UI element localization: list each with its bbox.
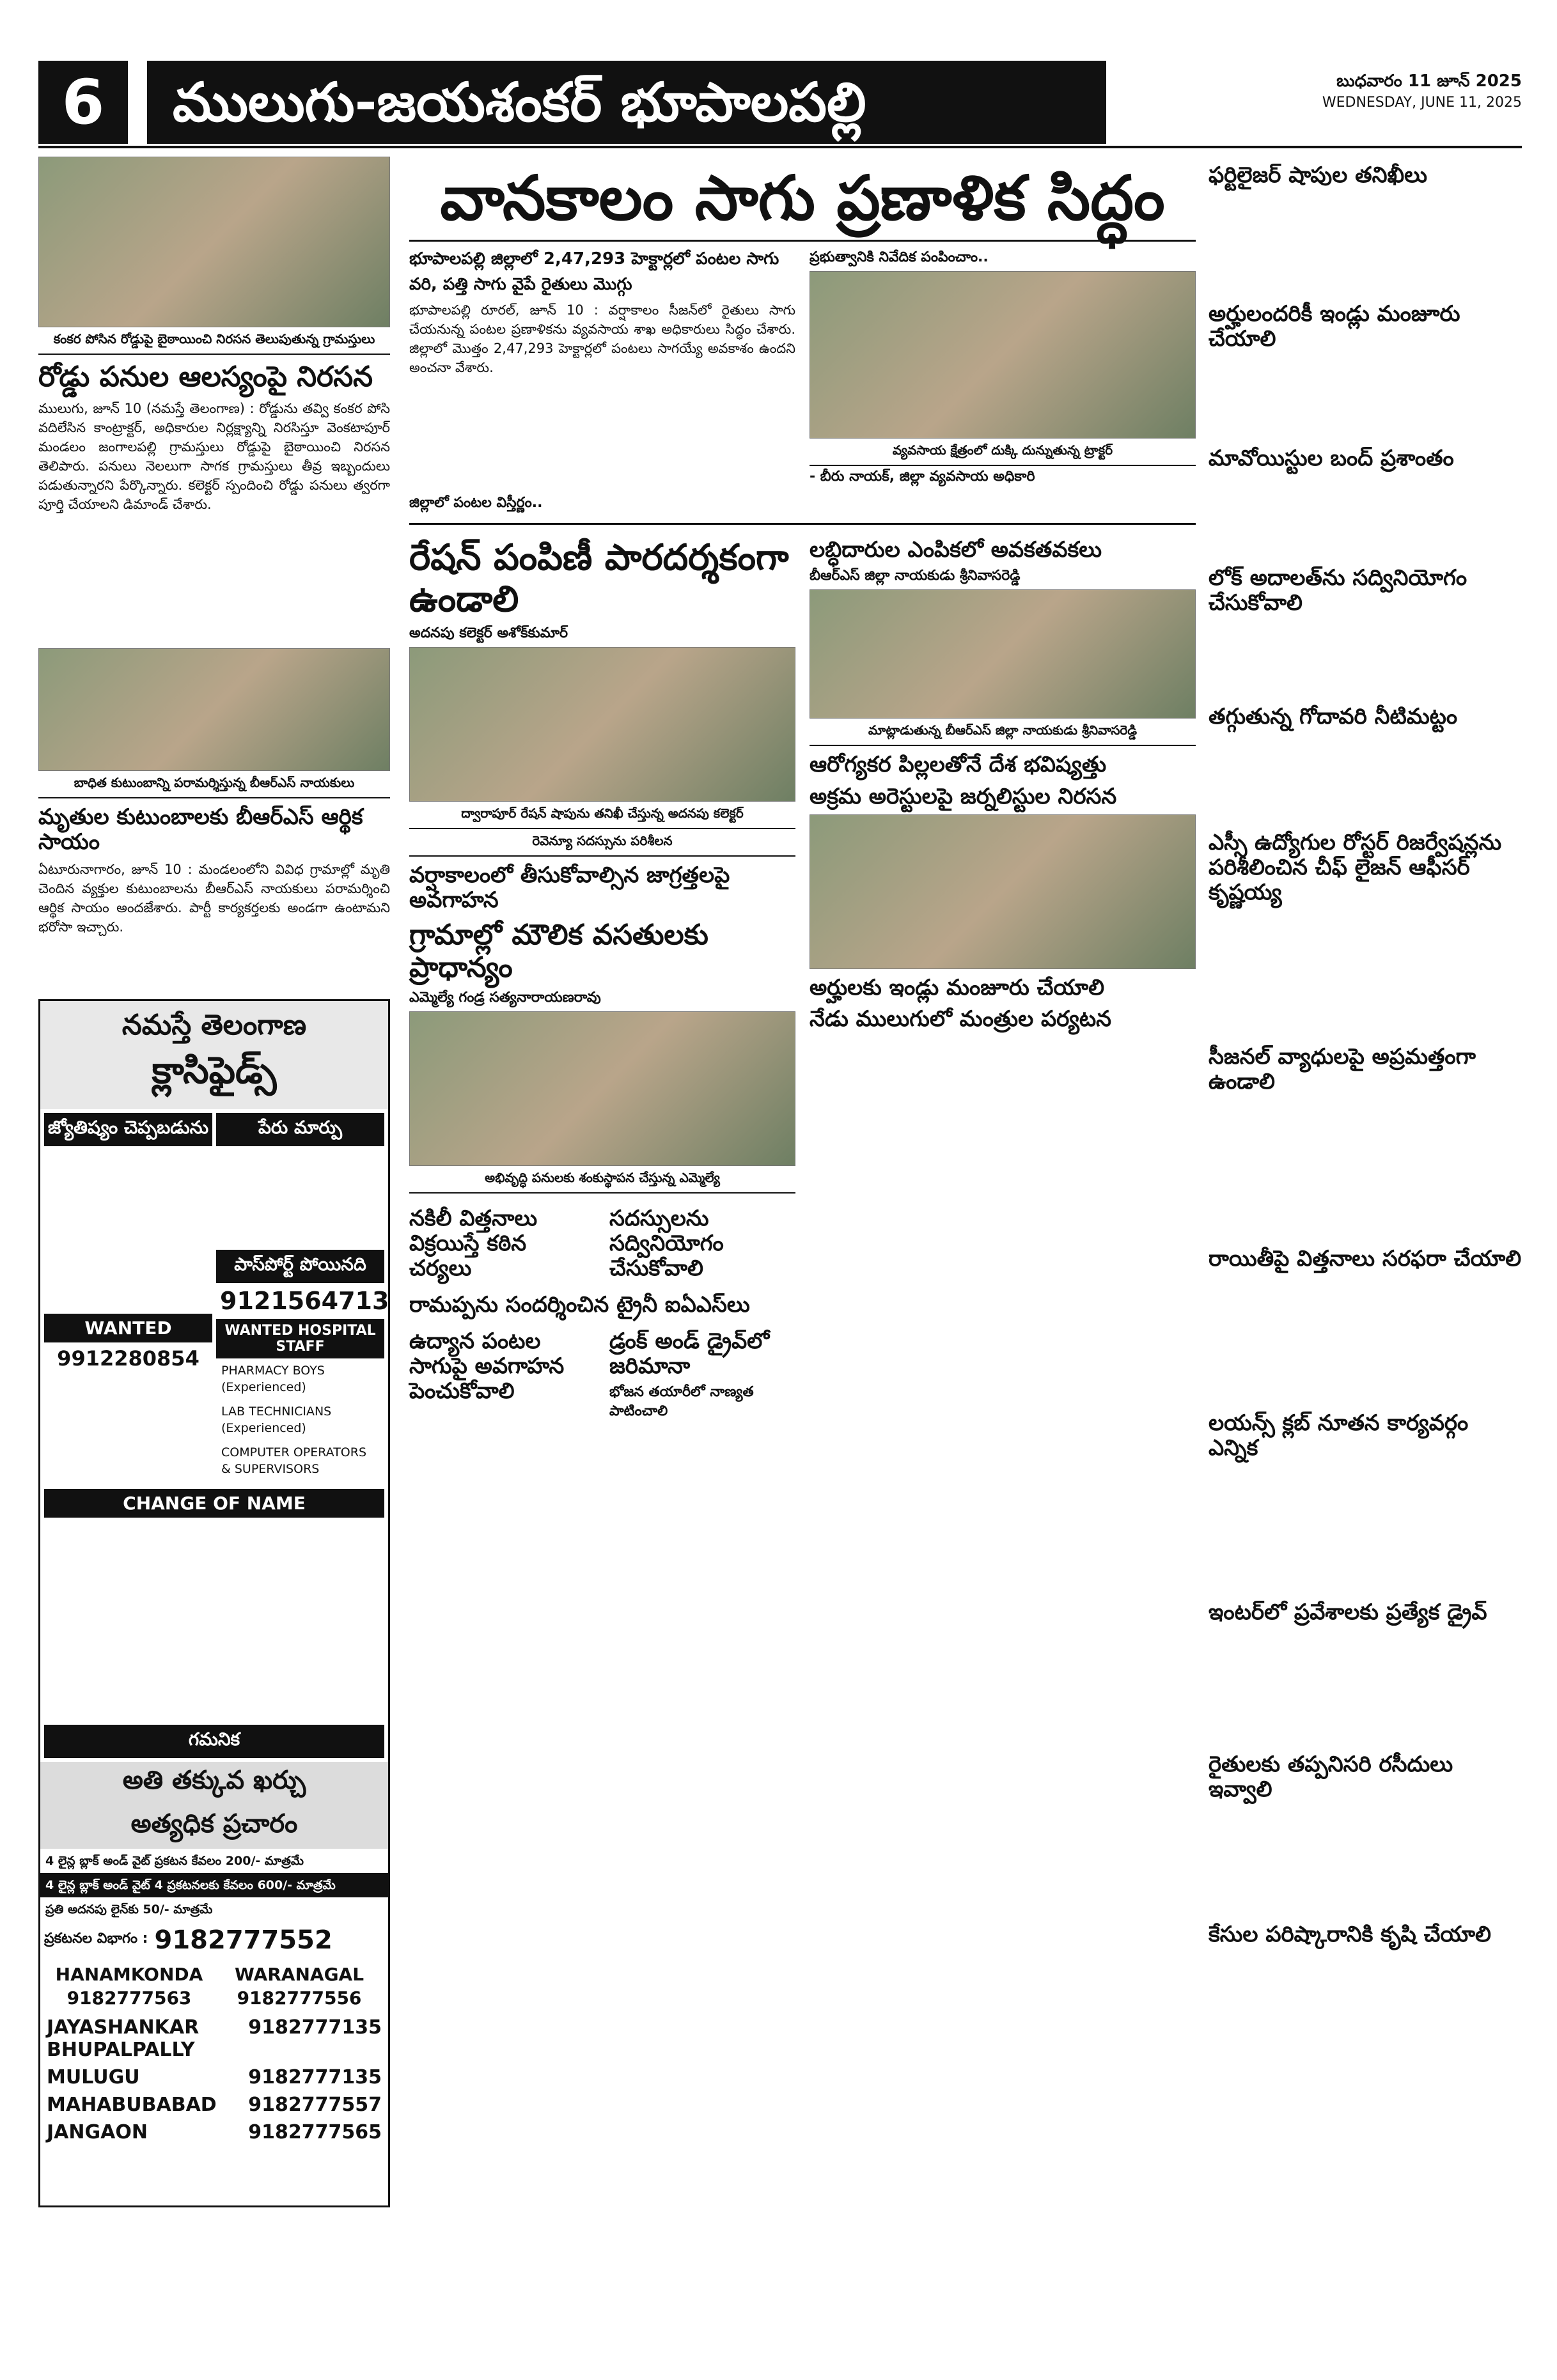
- district-row: [40, 2091, 388, 2119]
- district-name: HANAMKONDA: [55, 1963, 203, 1985]
- district-phone-grid: [40, 1959, 388, 2014]
- photo-caption: అభివృద్ధి పనులకు శంకుస్థాపన చేస్తున్న ఎమ్మెల్యే: [409, 1166, 795, 1194]
- village-photo: [409, 1011, 795, 1166]
- center-column: [409, 157, 1196, 1425]
- ad-text: [44, 1146, 212, 1314]
- ad-section-title: పాస్‌పోర్ట్ పోయినది: [216, 1250, 384, 1283]
- district-phone: 9182777565: [248, 2120, 382, 2143]
- tractor-photo: [810, 271, 1196, 439]
- article-headline: అర్హులకు ఇండ్లు మంజూరు చేయాలి: [810, 974, 1105, 1000]
- article-headline: ఫర్టిలైజర్ షాపుల తనిఖీలు: [1209, 162, 1428, 188]
- lead-bullet: భూపాలపల్లి జిల్లాలో 2,47,293 హెక్టార్లలో పంటల సాగు: [409, 249, 779, 269]
- date-english: WEDNESDAY, JUNE 11, 2025: [1322, 95, 1522, 111]
- district-phone: 9182777135: [248, 2016, 382, 2039]
- district-name: JANGAON: [47, 2120, 148, 2143]
- photo-caption: వ్యవసాయ క్షేత్రంలో దుక్కి దున్నుతున్న ట్రాక్టర్: [810, 439, 1196, 466]
- brs-visit-photo: [38, 648, 390, 771]
- ad-section-title: WANTED HOSPITAL STAFF: [216, 1319, 384, 1358]
- lead-body: భూపాలపల్లి రూరల్, జూన్ 10 : వర్షాకాలం సీజన్‌లో రైతులు సాగు చేయనున్న పంటల ప్రణాళికను వ్యవసాయ శాఖ అధికారులు సిద్ధం చేశారు. జిల్లాలో మొత్తం 2,47,293 హెక్టార్లలో పంటలు సాగయ్యే అవకాశం ఉందని అంచనా వేశారు.: [409, 302, 795, 376]
- article-headline: డ్రంక్ అండ్ డ్రైవ్‌లో జరిమానా: [609, 1328, 770, 1380]
- ad-phone: 9121564713: [220, 1286, 389, 1315]
- date-block: [1266, 70, 1522, 114]
- district-phone: 9182777135: [248, 2065, 382, 2088]
- ad-contact-label: ప్రకటనల విభాగం :: [44, 1930, 148, 1947]
- date-telugu: బుధవారం 11 జూన్ 2025: [1336, 72, 1522, 91]
- article-headline: రామప్పను సందర్శించిన ట్రైనీ ఐఏఎస్‌లు: [409, 1291, 750, 1318]
- ad-section-title: పేరు మార్పు: [216, 1113, 384, 1146]
- masthead: [38, 61, 1522, 147]
- district-row: [40, 2064, 388, 2091]
- article-byline: ఎమ్మెల్యే గండ్ర సత్యనారాయణరావు: [409, 989, 601, 1006]
- classifieds-banner: [40, 1001, 388, 1109]
- hospital-item: COMPUTER OPERATORS & SUPERVISORS: [221, 1445, 367, 1476]
- article-headline: లోక్ అదాలత్‌ను సద్వినియోగం చేసుకోవాలి: [1209, 565, 1467, 616]
- article-body: [1209, 1466, 1522, 1594]
- page-number: 6: [38, 61, 128, 144]
- article-headline: అర్హులందరికీ ఇండ్లు మంజూరు చేయాలి: [1209, 301, 1460, 352]
- ad-brand-sub: క్లాసిఫైడ్స్: [152, 1048, 277, 1092]
- ad-price: 4 లైన్ల బ్లాక్ అండ్ వైట్ 4 ప్రకటనలకు కేవలం 600/- మాత్రమే: [40, 1873, 388, 1897]
- article-body: [1209, 910, 1522, 1038]
- photo-caption: రెవెన్యూ సదస్సును పరిశీలన: [409, 829, 795, 857]
- district-name: MULUGU: [47, 2065, 140, 2088]
- article-headline: రాయితీపై విత్తనాలు సరఫరా చేయాలి: [1209, 1246, 1522, 1272]
- article-headline: సదస్సులను సద్వినియోగం చేసుకోవాలి: [609, 1205, 724, 1281]
- ad-price: ప్రతి అదనపు లైన్‌కు 50/- మాత్రమే: [45, 1902, 213, 1917]
- ad-phone: 9912280854: [57, 1346, 200, 1371]
- ad-slogan: అత్యధిక ప్రచారం: [40, 1805, 388, 1849]
- ad-contact-phone: 9182777552: [154, 1925, 333, 1955]
- article-headline: మృతుల కుటుంబాలకు బీఆర్ఎస్ ఆర్థిక సాయం: [38, 804, 363, 855]
- article-headline: సీజనల్ వ్యాధులపై అప్రమత్తంగా ఉండాలి: [1209, 1043, 1476, 1095]
- article-headline: నకిలీ విత్తనాలు విక్రయిస్తే కఠిన చర్యలు: [409, 1205, 538, 1281]
- article-body: [1209, 1631, 1522, 1746]
- lead-subhead: జిల్లాలో పంటల విస్తీర్ణం..: [409, 495, 543, 511]
- lead-box-signature: - బీరు నాయక్, జిల్లా వ్యవసాయ అధికారి: [810, 469, 1035, 485]
- article-headline: అక్రమ అరెస్టులపై జర్నలిస్టుల నిరసన: [810, 783, 1117, 809]
- article-body: [1209, 621, 1522, 698]
- masthead-rule: [38, 146, 1522, 148]
- photo-caption: కంకర పోసిన రోడ్డుపై బైఠాయించి నిరసన తెలుపుతున్న గ్రామస్తులు: [38, 327, 390, 355]
- article-headline: రైతులకు తప్పనిసరి రసీదులు ఇవ్వాలి: [1209, 1751, 1453, 1802]
- article-headline: రోడ్డు పనుల ఆలస్యంపై నిరసన: [38, 361, 373, 393]
- article-headline: లయన్స్ క్లబ్ నూతన కార్యవర్గం ఎన్నిక: [1209, 1410, 1469, 1461]
- ad-section-title: CHANGE OF NAME: [44, 1489, 384, 1518]
- article-byline: బీఆర్ఎస్ జిల్లా నాయకుడు శ్రీనివాసరెడ్డి: [810, 568, 1021, 584]
- article-headline: లబ్ధిదారుల ఎంపికలో అవకతవకలు: [810, 537, 1102, 563]
- district-name: JAYASHANKAR BHUPALPALLY: [47, 2016, 200, 2061]
- lead-bullet: వరి, పత్తి సాగు వైపే రైతులు మొగ్గు: [409, 275, 632, 295]
- ad-section-title: గమనిక: [44, 1725, 384, 1758]
- article-body: ఏటూరునాగారం, జూన్ 10 : మండలంలోని వివిధ గ్రామాల్లో మృతి చెందిన వ్యక్తుల కుటుంబాలను బీఆర్ఎస్ నాయకులు పరామర్శించి ఆర్థిక సాయం అందజేశారు. పార్టీ కార్యకర్తలకు అండగా ఉంటామని భరోసా ఇచ్చారు.: [38, 861, 390, 935]
- article-body: [1209, 193, 1522, 295]
- lead-box-title: ప్రభుత్వానికి నివేదిక పంపించాం..: [810, 249, 989, 266]
- ad-brand: నమస్తే తెలంగాణ: [121, 1008, 307, 1041]
- article-body: [1209, 1100, 1522, 1240]
- brs-meeting-photo: [810, 589, 1196, 719]
- ad-price: 4 లైన్ల బ్లాక్ అండ్ వైట్ ప్రకటన కేవలం 200/- మాత్రమే: [45, 1853, 304, 1868]
- article-headline: ఆరోగ్యకర పిల్లలతోనే దేశ భవిష్యత్తు: [810, 752, 1107, 778]
- section-title: ములుగు-జయశంకర్ భూపాలపల్లి: [147, 61, 1106, 144]
- hospital-item: LAB TECHNICIANS (Experienced): [221, 1404, 332, 1435]
- article-headline: గ్రామాల్లో మౌలిక వసతులకు ప్రాధాన్యం: [409, 919, 708, 984]
- photo-caption: బాధిత కుటుంబాన్ని పరామర్శిస్తున్న బీఆర్ఎస్ నాయకులు: [38, 771, 390, 798]
- article-headline: ఇంటర్‌లో ప్రవేశాలకు ప్రత్యేక డ్రైవ్: [1209, 1599, 1487, 1626]
- ration-photo: [409, 647, 795, 802]
- article-headline: తగ్గుతున్న గోదావరి నీటిమట్టం: [1209, 703, 1458, 729]
- ad-section-title: WANTED: [44, 1314, 212, 1342]
- article-headline: నేడు ములుగులో మంత్రుల పర్యటన: [810, 1006, 1112, 1032]
- ad-text: [216, 1146, 384, 1250]
- article-body: [1209, 1952, 1522, 2055]
- district-name: WARANAGAL: [234, 1963, 364, 1985]
- classifieds-ad: [38, 999, 390, 2207]
- article-subhead: భోజన తయారీలో నాణ్యత పాటించాలి: [609, 1384, 754, 1420]
- article-body: [1209, 476, 1522, 559]
- journalists-photo: [810, 814, 1196, 969]
- protest-photo: [38, 157, 390, 327]
- article-headline: మావోయిస్టుల బంద్ ప్రశాంతం: [1209, 446, 1454, 472]
- left-column: [38, 157, 390, 2207]
- article-headline: ఉద్యాన పంటల సాగుపై అవగాహన పెంచుకోవాలి: [409, 1328, 565, 1404]
- article-headline: రేషన్ పంపిణీ పారదర్శకంగా ఉండాలి: [409, 537, 789, 620]
- article-body: [1209, 735, 1522, 824]
- district-phone: 9182777563: [67, 1987, 192, 2009]
- ad-slogan: అతి తక్కువ ఖర్చు: [40, 1762, 388, 1805]
- district-name: MAHABUBABAD: [47, 2093, 217, 2116]
- article-body: [1209, 1277, 1522, 1404]
- article-headline: కేసుల పరిష్కారానికి కృషి చేయాలి: [1209, 1921, 1491, 1947]
- article-body: [1209, 357, 1522, 440]
- district-phone: 9182777557: [248, 2093, 382, 2116]
- ad-text: [40, 1521, 388, 1721]
- district-row: [40, 2014, 388, 2064]
- district-phone: 9182777556: [237, 1987, 362, 2009]
- photo-caption: మాట్లాడుతున్న బీఆర్ఎస్ జిల్లా నాయకుడు శ్రీనివాసరెడ్డి: [810, 719, 1196, 746]
- ad-section-title: జ్యోతిష్యం చెప్పబడును: [44, 1113, 212, 1146]
- article-body: [1209, 1807, 1522, 1916]
- photo-caption: ద్వారాపూర్ రేషన్ షాపును తనిఖీ చేస్తున్న అదనపు కలెక్టర్: [409, 802, 795, 829]
- hospital-item: PHARMACY BOYS (Experienced): [221, 1363, 325, 1394]
- lead-headline: వానకాలం సాగు ప్రణాళిక సిద్ధం: [409, 163, 1196, 242]
- right-column: [1209, 157, 1522, 2055]
- article-headline: ఎస్సీ ఉద్యోగుల రోస్టర్ రిజర్వేషన్లను పరిశీలించిన చీఫ్ లైజన్ ఆఫీసర్ కృష్ణయ్య: [1209, 829, 1502, 905]
- article-body: ములుగు, జూన్ 10 (నమస్తే తెలంగాణ) : రోడ్డును తవ్వి కంకర పోసి వదిలేసిన కాంట్రాక్టర్, అధికారుల నిర్లక్ష్యాన్ని నిరసిస్తూ వెంకటాపూర్ మండలం జంగాలపల్లి గ్రామస్తులు రోడ్డుపై బైఠాయించి నిరసన తెలిపారు. పనులు నెలలుగా సాగక గ్రామస్తులు తీవ్ర ఇబ్బందులు పడుతున్నారని పేర్కొన్నారు. కలెక్టర్ స్పందించి రోడ్డు పనులు త్వరగా పూర్తి చేయాలని డిమాండ్ చేశారు.: [38, 400, 390, 512]
- article-byline: అదనపు కలెక్టర్ అశోక్‌కుమార్: [409, 625, 568, 642]
- article-headline: వర్షాకాలంలో తీసుకోవాల్సిన జాగ్రత్తలపై అవగాహన: [409, 862, 730, 914]
- district-row: [40, 2119, 388, 2146]
